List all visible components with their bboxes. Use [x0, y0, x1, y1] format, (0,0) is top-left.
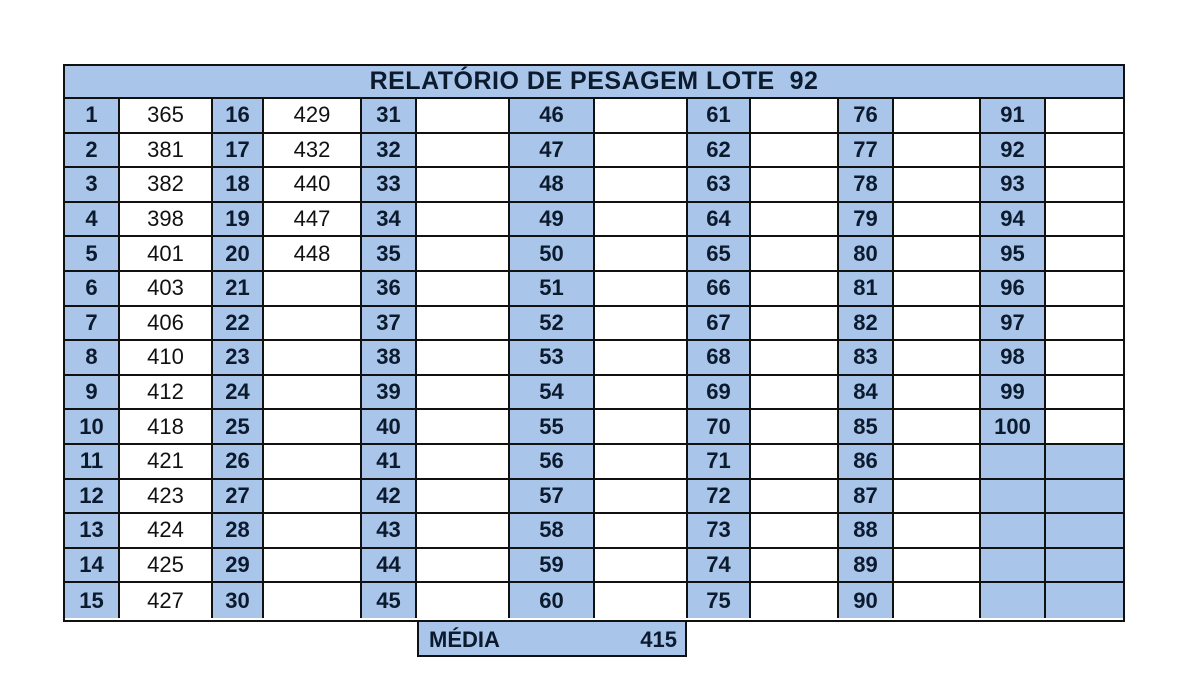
item-number: 84 [837, 376, 894, 409]
weight-value [595, 272, 686, 305]
item-number: 47 [508, 134, 595, 167]
weight-value [894, 410, 979, 443]
item-number: 96 [979, 272, 1046, 305]
item-number: 78 [837, 168, 894, 201]
weight-value: 410 [120, 341, 211, 374]
item-number: 93 [979, 168, 1046, 201]
item-number: 76 [837, 99, 894, 132]
weight-value [1046, 410, 1123, 443]
item-number: 46 [508, 99, 595, 132]
weight-value [417, 514, 508, 547]
item-number: 5 [65, 237, 120, 270]
weight-value [417, 99, 508, 132]
weight-value [417, 168, 508, 201]
weight-value [1046, 203, 1123, 236]
weight-value [417, 549, 508, 582]
item-number: 52 [508, 307, 595, 340]
item-number: 79 [837, 203, 894, 236]
item-number: 3 [65, 168, 120, 201]
weight-value [1046, 341, 1123, 374]
item-number: 33 [360, 168, 417, 201]
weight-value [1046, 307, 1123, 340]
weight-value: 381 [120, 134, 211, 167]
item-number: 50 [508, 237, 595, 270]
weight-value [751, 549, 837, 582]
weight-value: 424 [120, 514, 211, 547]
item-number: 59 [508, 549, 595, 582]
weight-value [894, 514, 979, 547]
weight-value [894, 549, 979, 582]
weight-value: 440 [264, 168, 360, 201]
item-number: 1 [65, 99, 120, 132]
item-number: 2 [65, 134, 120, 167]
weight-value: 432 [264, 134, 360, 167]
weight-value [417, 307, 508, 340]
weight-value [595, 168, 686, 201]
empty-number-cell [979, 480, 1046, 513]
item-number: 9 [65, 376, 120, 409]
weight-value [751, 480, 837, 513]
weight-value [595, 514, 686, 547]
weight-value [894, 307, 979, 340]
item-number: 26 [211, 445, 264, 478]
weight-value [894, 168, 979, 201]
item-number: 51 [508, 272, 595, 305]
weight-value [1046, 99, 1123, 132]
table-row [65, 237, 1123, 272]
item-number: 80 [837, 237, 894, 270]
weight-value [417, 272, 508, 305]
weight-value [264, 583, 360, 618]
report-title: RELATÓRIO DE PESAGEM LOTE 92 [65, 66, 1123, 99]
table-row [65, 376, 1123, 411]
weight-value: 406 [120, 307, 211, 340]
table-row [65, 134, 1123, 169]
weight-value: 412 [120, 376, 211, 409]
weight-value [1046, 237, 1123, 270]
table-row [65, 410, 1123, 445]
item-number: 77 [837, 134, 894, 167]
item-number: 75 [686, 583, 751, 618]
item-number: 34 [360, 203, 417, 236]
weight-value [894, 272, 979, 305]
weight-value [264, 376, 360, 409]
weight-value [595, 307, 686, 340]
weight-value [751, 445, 837, 478]
weight-value: 403 [120, 272, 211, 305]
weight-value [751, 168, 837, 201]
item-number: 99 [979, 376, 1046, 409]
weight-value: 429 [264, 99, 360, 132]
weight-value [595, 480, 686, 513]
item-number: 71 [686, 445, 751, 478]
item-number: 54 [508, 376, 595, 409]
weight-value [595, 549, 686, 582]
weight-value [894, 99, 979, 132]
weight-value: 398 [120, 203, 211, 236]
weight-value [894, 376, 979, 409]
average-value: 415 [640, 627, 677, 652]
item-number: 85 [837, 410, 894, 443]
weight-value [417, 583, 508, 618]
weight-value: 365 [120, 99, 211, 132]
item-number: 24 [211, 376, 264, 409]
weight-value [595, 237, 686, 270]
weight-value [417, 410, 508, 443]
item-number: 21 [211, 272, 264, 305]
weight-value [1046, 480, 1123, 513]
weighing-report-table [63, 64, 1125, 622]
weight-value: 447 [264, 203, 360, 236]
weight-value [1046, 168, 1123, 201]
item-number: 89 [837, 549, 894, 582]
table-row [65, 514, 1123, 549]
item-number: 8 [65, 341, 120, 374]
weight-value: 448 [264, 237, 360, 270]
item-number: 61 [686, 99, 751, 132]
weight-value [595, 410, 686, 443]
item-number: 16 [211, 99, 264, 132]
item-number: 68 [686, 341, 751, 374]
weight-value [894, 480, 979, 513]
weight-value: 427 [120, 583, 211, 618]
weight-value [894, 341, 979, 374]
item-number: 22 [211, 307, 264, 340]
item-number: 42 [360, 480, 417, 513]
item-number: 67 [686, 307, 751, 340]
weight-value [751, 514, 837, 547]
average-box [417, 620, 687, 657]
item-number: 38 [360, 341, 417, 374]
weight-value [264, 445, 360, 478]
weight-value [751, 134, 837, 167]
weight-value [264, 410, 360, 443]
item-number: 45 [360, 583, 417, 618]
item-number: 32 [360, 134, 417, 167]
item-number: 39 [360, 376, 417, 409]
item-number: 66 [686, 272, 751, 305]
weight-value: 382 [120, 168, 211, 201]
table-row [65, 307, 1123, 342]
weight-value: 423 [120, 480, 211, 513]
weight-value [417, 376, 508, 409]
item-number: 74 [686, 549, 751, 582]
empty-number-cell [979, 583, 1046, 618]
item-number: 4 [65, 203, 120, 236]
weight-value [894, 445, 979, 478]
weight-value [1046, 445, 1123, 478]
weight-value [751, 583, 837, 618]
empty-number-cell [979, 445, 1046, 478]
weight-value [894, 203, 979, 236]
item-number: 35 [360, 237, 417, 270]
weight-value [264, 480, 360, 513]
item-number: 28 [211, 514, 264, 547]
weight-value [417, 237, 508, 270]
weight-value [595, 583, 686, 618]
item-number: 41 [360, 445, 417, 478]
item-number: 90 [837, 583, 894, 618]
table-row [65, 203, 1123, 238]
weight-value [595, 99, 686, 132]
item-number: 64 [686, 203, 751, 236]
item-number: 82 [837, 307, 894, 340]
item-number: 53 [508, 341, 595, 374]
item-number: 37 [360, 307, 417, 340]
weight-value [751, 307, 837, 340]
item-number: 15 [65, 583, 120, 618]
item-number: 13 [65, 514, 120, 547]
weight-value [264, 514, 360, 547]
weight-value [417, 445, 508, 478]
weight-value [894, 134, 979, 167]
item-number: 29 [211, 549, 264, 582]
item-number: 83 [837, 341, 894, 374]
item-number: 14 [65, 549, 120, 582]
table-row [65, 549, 1123, 584]
item-number: 63 [686, 168, 751, 201]
weight-value: 401 [120, 237, 211, 270]
table-row [65, 272, 1123, 307]
weight-value [417, 341, 508, 374]
weight-value [595, 376, 686, 409]
weight-value [1046, 549, 1123, 582]
weight-value [751, 99, 837, 132]
item-number: 91 [979, 99, 1046, 132]
weight-value [751, 376, 837, 409]
table-row [65, 99, 1123, 134]
item-number: 57 [508, 480, 595, 513]
table-row [65, 445, 1123, 480]
weight-value [1046, 583, 1123, 618]
weight-value [751, 272, 837, 305]
empty-number-cell [979, 549, 1046, 582]
item-number: 19 [211, 203, 264, 236]
table-row [65, 341, 1123, 376]
item-number: 62 [686, 134, 751, 167]
item-number: 48 [508, 168, 595, 201]
empty-number-cell [979, 514, 1046, 547]
weight-value [894, 237, 979, 270]
item-number: 49 [508, 203, 595, 236]
weight-value [595, 134, 686, 167]
table-row [65, 583, 1123, 618]
item-number: 31 [360, 99, 417, 132]
average-label: MÉDIA [429, 627, 500, 652]
item-number: 30 [211, 583, 264, 618]
weight-value [417, 134, 508, 167]
weight-value: 418 [120, 410, 211, 443]
weight-value [1046, 514, 1123, 547]
item-number: 87 [837, 480, 894, 513]
item-number: 17 [211, 134, 264, 167]
item-number: 10 [65, 410, 120, 443]
item-number: 98 [979, 341, 1046, 374]
item-number: 72 [686, 480, 751, 513]
item-number: 65 [686, 237, 751, 270]
item-number: 70 [686, 410, 751, 443]
item-number: 95 [979, 237, 1046, 270]
weight-value [595, 203, 686, 236]
weight-value [1046, 134, 1123, 167]
item-number: 43 [360, 514, 417, 547]
item-number: 97 [979, 307, 1046, 340]
weight-value [264, 272, 360, 305]
item-number: 44 [360, 549, 417, 582]
item-number: 56 [508, 445, 595, 478]
item-number: 73 [686, 514, 751, 547]
item-number: 23 [211, 341, 264, 374]
item-number: 27 [211, 480, 264, 513]
weight-value [751, 341, 837, 374]
weight-value [595, 445, 686, 478]
item-number: 11 [65, 445, 120, 478]
item-number: 36 [360, 272, 417, 305]
weight-value [264, 341, 360, 374]
weight-value [264, 307, 360, 340]
item-number: 55 [508, 410, 595, 443]
weight-value [595, 341, 686, 374]
item-number: 25 [211, 410, 264, 443]
table-row [65, 480, 1123, 515]
item-number: 94 [979, 203, 1046, 236]
weight-value [1046, 272, 1123, 305]
item-number: 20 [211, 237, 264, 270]
item-number: 58 [508, 514, 595, 547]
weight-value [417, 480, 508, 513]
item-number: 60 [508, 583, 595, 618]
weight-value: 425 [120, 549, 211, 582]
item-number: 88 [837, 514, 894, 547]
weight-value [751, 410, 837, 443]
weight-value [417, 203, 508, 236]
item-number: 100 [979, 410, 1046, 443]
item-number: 12 [65, 480, 120, 513]
weight-value [751, 203, 837, 236]
weight-value [264, 549, 360, 582]
weight-value [751, 237, 837, 270]
weight-value [894, 583, 979, 618]
item-number: 86 [837, 445, 894, 478]
item-number: 40 [360, 410, 417, 443]
item-number: 6 [65, 272, 120, 305]
item-number: 81 [837, 272, 894, 305]
table-row [65, 168, 1123, 203]
item-number: 7 [65, 307, 120, 340]
item-number: 69 [686, 376, 751, 409]
weight-value: 421 [120, 445, 211, 478]
weight-value [1046, 376, 1123, 409]
item-number: 18 [211, 168, 264, 201]
item-number: 92 [979, 134, 1046, 167]
